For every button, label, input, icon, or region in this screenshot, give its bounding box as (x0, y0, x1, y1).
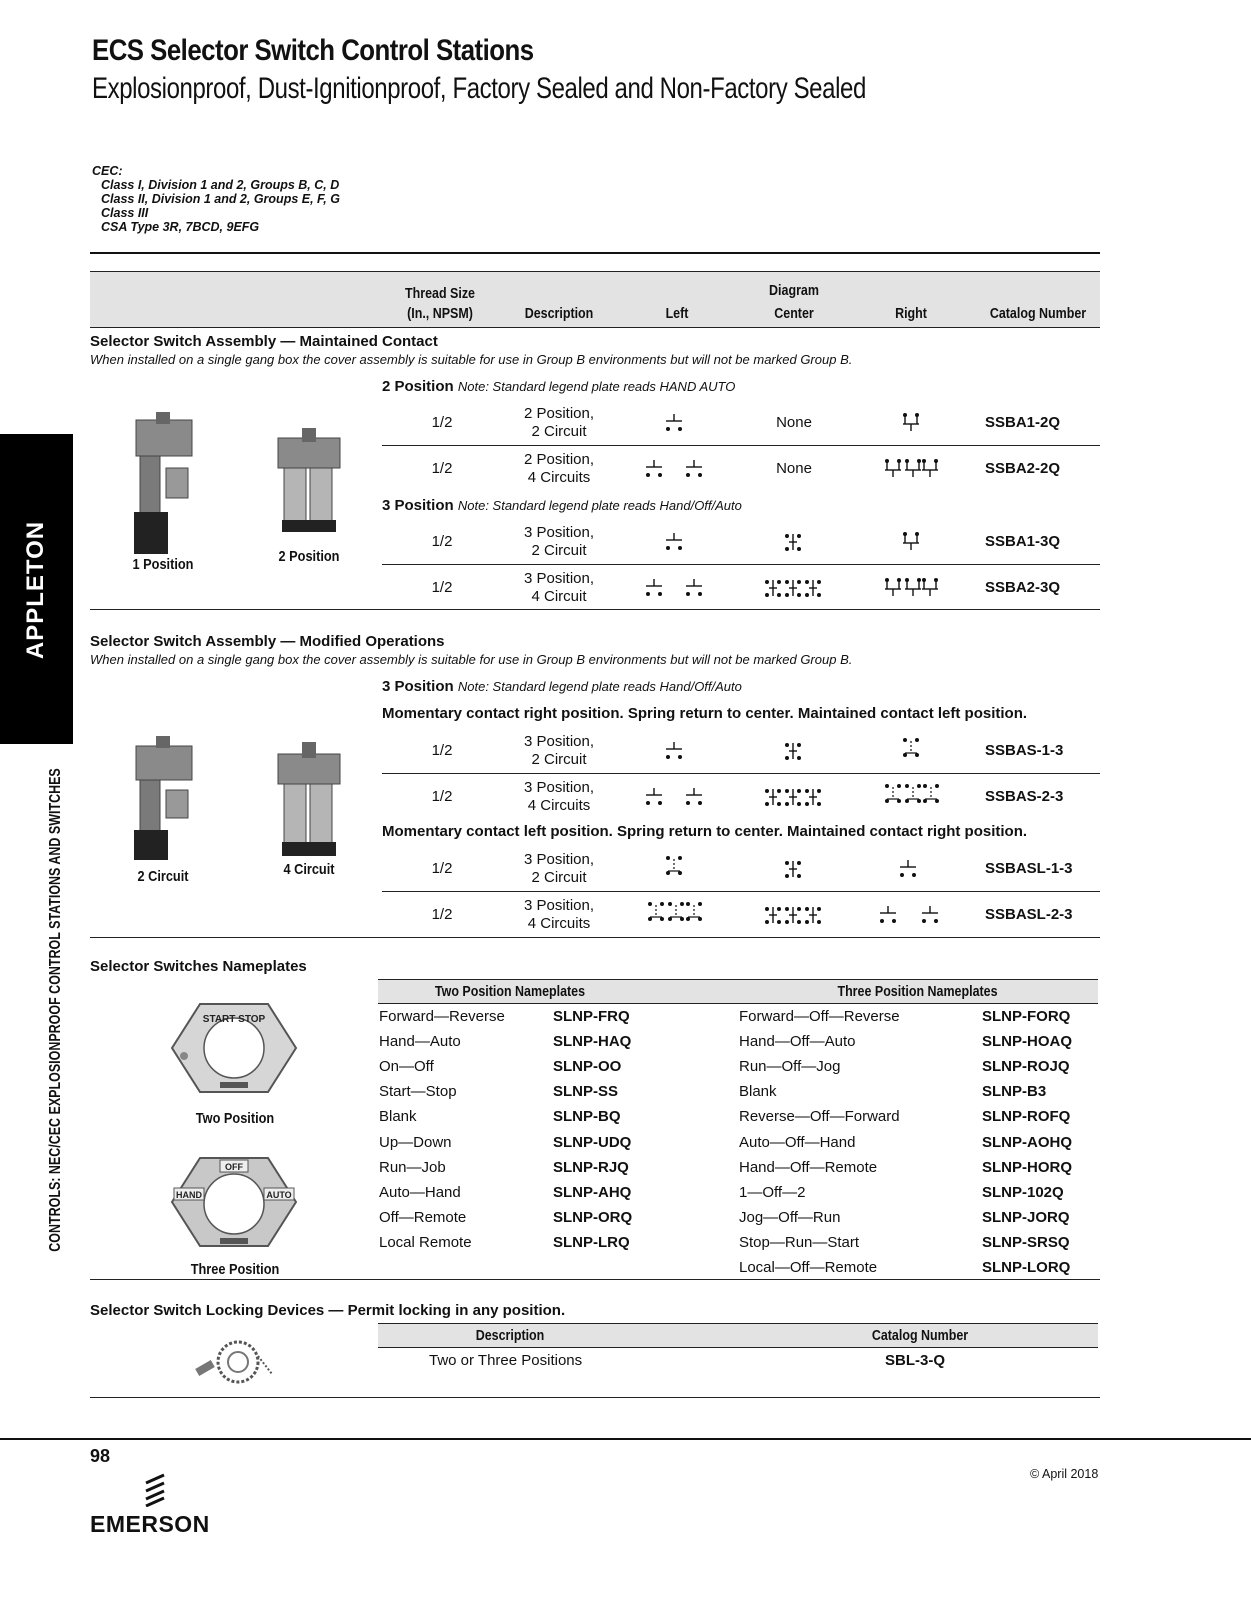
header-diagram: Diagram (769, 283, 819, 299)
nameplate-name: Local Remote (379, 1233, 472, 1251)
diagram-right (900, 859, 918, 879)
nameplate-catalog-number: SLNP-OO (553, 1058, 622, 1076)
switch-photo-1-position (120, 412, 210, 560)
photo-caption: 2 Position (278, 548, 340, 565)
nameplate-name: Forward—Off—Reverse (739, 1008, 900, 1025)
description-line: 3 Position, (523, 851, 595, 868)
section-divider (90, 1279, 1100, 1280)
diagram-right (903, 413, 921, 433)
nameplate-name: Local—Off—Remote (739, 1259, 878, 1276)
diagram-center (785, 741, 803, 761)
nameplate-catalog-number: SLNP-SS (553, 1083, 619, 1101)
divider (378, 979, 1098, 980)
nameplate-name: Off—Remote (379, 1208, 467, 1226)
diagram-right (885, 578, 939, 598)
position-heading (382, 678, 742, 695)
catalog-number: SSBASL-1-3 (985, 860, 1073, 877)
catalog-number: SSBA2-3Q (985, 579, 1061, 596)
cec-line: Class I, Division 1 and 2, Groups B, C, D (101, 178, 340, 192)
diagram-center (785, 859, 803, 879)
emerson-logo: EMERSON (90, 1511, 210, 1537)
description-cell (500, 451, 618, 487)
cec-line: CSA Type 3R, 7BCD, 9EFG (101, 220, 260, 234)
diagram-left (666, 741, 684, 761)
nameplate-text: START STOP (202, 1014, 266, 1025)
nameplate-name: Hand—Off—Remote (739, 1158, 878, 1176)
description-cell (500, 851, 618, 887)
header-left: Left (665, 306, 689, 322)
photo-caption: 2 Circuit (137, 868, 189, 885)
nameplate-name: Up—Down (379, 1133, 452, 1151)
diagram-right (903, 532, 921, 552)
page-number: 98 (90, 1446, 111, 1466)
header-thread-size-units: (In., NPSM) (407, 306, 473, 322)
copyright: © April 2018 (1030, 1467, 1099, 1481)
emerson-logo-icon (142, 1473, 168, 1507)
description-line: 2 Position, (523, 405, 595, 422)
position-note: Note: Standard legend plate reads Hand/Off/Auto (457, 679, 742, 694)
locking-catalog-number: SBL-3-Q (885, 1352, 945, 1369)
description-cell (500, 524, 618, 560)
header-three-position: Three Position Nameplates (837, 984, 998, 1000)
diagram-right (903, 738, 921, 760)
nameplate-name: Hand—Off—Auto (739, 1033, 856, 1051)
cec-certification (92, 164, 340, 234)
diagram-right (880, 905, 942, 925)
nameplate-name: Reverse—Off—Forward (739, 1108, 900, 1126)
section-divider (90, 609, 1100, 610)
position-label: 2 Position (382, 378, 454, 395)
diagram-left (646, 578, 706, 598)
diagram-right (885, 784, 941, 806)
nameplate-name: Stop—Run—Start (739, 1233, 860, 1251)
locking-description: Two or Three Positions (429, 1352, 583, 1369)
section-divider (90, 1397, 1100, 1398)
nameplate-catalog-number: SLNP-LORQ (982, 1259, 1071, 1276)
nameplate-name: On—Off (379, 1058, 434, 1076)
nameplate-catalog-number: SLNP-JORQ (982, 1208, 1070, 1226)
photo-caption: 4 Circuit (283, 861, 335, 878)
description-cell (500, 733, 618, 769)
nameplate-catalog-number: SLNP-HOAQ (982, 1033, 1072, 1051)
nameplate-catalog-number: SLNP-ROFQ (982, 1108, 1071, 1126)
nameplate-catalog-number: SLNP-B3 (982, 1083, 1047, 1101)
diagram-center-none: None (776, 414, 812, 431)
divider (90, 327, 1100, 328)
thread-size-cell: 1/2 (431, 579, 453, 596)
description-cell (500, 570, 618, 606)
description-line: 2 Position, (523, 451, 595, 468)
nameplate-name: Auto—Hand (379, 1183, 461, 1201)
header-description: Description (524, 306, 594, 322)
nameplate-name: Jog—Off—Run (739, 1208, 841, 1226)
nameplate-name: Hand—Auto (379, 1033, 461, 1051)
description-line: 3 Position, (523, 524, 595, 541)
footer-divider (0, 1438, 1251, 1440)
cec-line: Class II, Division 1 and 2, Groups E, F, G (101, 192, 340, 206)
description-line: 3 Position, (523, 570, 595, 587)
description-cell (500, 897, 618, 933)
nameplate-text-left: HAND (176, 1190, 202, 1200)
cec-label: CEC: (92, 164, 123, 178)
header-catalog-number: Catalog Number (989, 306, 1087, 322)
nameplate-photo-two-position (170, 1002, 298, 1094)
thread-size-cell: 1/2 (431, 906, 453, 923)
description-line: 4 Circuits (527, 797, 591, 814)
position-note: Note: Standard legend plate reads HAND AUTO (457, 379, 736, 394)
diagram-left (648, 902, 706, 924)
diagram-center (765, 578, 825, 598)
nameplate-name: Blank (739, 1083, 777, 1101)
divider (378, 1347, 1098, 1348)
page-title: ECS Selector Switch Control Stations (92, 34, 534, 67)
row-divider (382, 891, 1100, 892)
description-line: 3 Position, (523, 733, 595, 750)
group-heading: Momentary contact left position. Spring return to center. Maintained contact right position. (382, 823, 1028, 840)
nameplate-text-right: AUTO (266, 1190, 292, 1200)
photo-caption: Two Position (195, 1110, 275, 1127)
nameplate-catalog-number: SLNP-RJQ (553, 1158, 629, 1176)
catalog-number: SSBAS-1-3 (985, 742, 1064, 759)
section-note: When installed on a single gang box the cover assembly is suitable for use in Group B environments but will not be marked Group B. (90, 652, 853, 667)
nameplate-name: Run—Off—Jog (739, 1058, 841, 1076)
divider (90, 252, 1100, 254)
catalog-number: SSBA1-3Q (985, 533, 1061, 550)
nameplate-name: Start—Stop (379, 1083, 457, 1101)
divider (90, 271, 1100, 272)
nameplate-text-top: OFF (225, 1162, 243, 1172)
diagram-left (666, 532, 684, 552)
section-note: When installed on a single gang box the cover assembly is suitable for use in Group B environments but will not be marked Group B. (90, 352, 853, 367)
description-line: 3 Position, (523, 897, 595, 914)
nameplate-name: Auto—Off—Hand (739, 1133, 856, 1151)
group-heading: Momentary contact right position. Spring return to center. Maintained contact left position. (382, 705, 1028, 722)
catalog-number: SSBA1-2Q (985, 414, 1061, 431)
nameplate-name: Run—Job (379, 1158, 446, 1176)
thread-size-cell: 1/2 (431, 788, 453, 805)
header-catalog-number: Catalog Number (871, 1328, 969, 1344)
row-divider (382, 445, 1100, 446)
nameplate-catalog-number: SLNP-AHQ (553, 1183, 632, 1201)
nameplate-name: 1—Off—2 (739, 1183, 806, 1201)
sidebar-section-label: CONTROLS: NEC/CEC EXPLOSIONPROOF CONTROL STATIONS AND SWITCHES (47, 768, 64, 1252)
catalog-number: SSBAS-2-3 (985, 788, 1064, 805)
thread-size-cell: 1/2 (431, 533, 453, 550)
catalog-number: SSBASL-2-3 (985, 906, 1073, 923)
thread-size-cell: 1/2 (431, 742, 453, 759)
section-divider (90, 937, 1100, 938)
nameplate-catalog-number: SLNP-SRSQ (982, 1233, 1070, 1251)
description-cell (500, 779, 618, 815)
section-title: Selector Switch Assembly — Modified Operations (90, 633, 445, 650)
nameplate-catalog-number: SLNP-BQ (553, 1108, 621, 1126)
description-line: 2 Circuit (531, 751, 587, 768)
switch-photo-2-circuit (120, 736, 210, 864)
thread-size-cell: 1/2 (431, 860, 453, 877)
diagram-center (785, 532, 803, 552)
nameplate-catalog-number: SLNP-HAQ (553, 1033, 632, 1051)
header-two-position: Two Position Nameplates (434, 984, 586, 1000)
description-line: 4 Circuits (527, 915, 591, 932)
position-label: 3 Position (382, 678, 454, 695)
nameplate-name: Forward—Reverse (379, 1008, 505, 1025)
switch-photo-4-circuit (270, 742, 350, 860)
cec-line: Class III (101, 206, 149, 220)
diagram-right (885, 459, 939, 479)
nameplate-catalog-number: SLNP-FRQ (553, 1008, 630, 1025)
nameplate-catalog-number: SLNP-LRQ (553, 1233, 630, 1251)
row-divider (382, 773, 1100, 774)
header-thread-size: Thread Size (404, 286, 475, 302)
diagram-left (646, 459, 706, 479)
diagram-left (666, 413, 684, 433)
nameplate-catalog-number: SLNP-102Q (982, 1183, 1064, 1201)
nameplate-catalog-number: SLNP-AOHQ (982, 1133, 1072, 1151)
description-line: 2 Circuit (531, 542, 587, 559)
header-right: Right (895, 306, 927, 322)
nameplate-catalog-number: SLNP-HORQ (982, 1158, 1072, 1176)
header-description: Description (475, 1328, 545, 1344)
divider (378, 1003, 1098, 1004)
description-line: 4 Circuit (531, 588, 587, 605)
switch-photo-2-position (270, 428, 350, 534)
position-heading (382, 497, 742, 514)
nameplate-catalog-number: SLNP-ORQ (553, 1208, 633, 1226)
locking-device-photo (192, 1334, 278, 1392)
nameplate-catalog-number: SLNP-FORQ (982, 1008, 1071, 1025)
nameplate-catalog-number: SLNP-ROJQ (982, 1058, 1070, 1076)
description-line: 3 Position, (523, 779, 595, 796)
section-title: Selector Switch Assembly — Maintained Contact (90, 333, 438, 350)
diagram-left (666, 856, 684, 878)
section-title: Selector Switch Locking Devices — Permit locking in any position. (90, 1302, 566, 1319)
header-center: Center (774, 306, 814, 322)
description-line: 2 Circuit (531, 423, 587, 440)
photo-caption: Three Position (190, 1261, 280, 1278)
divider (378, 1323, 1098, 1324)
catalog-number: SSBA2-2Q (985, 460, 1061, 477)
description-line: 4 Circuits (527, 469, 591, 486)
position-heading (382, 378, 735, 395)
thread-size-cell: 1/2 (431, 414, 453, 431)
description-line: 2 Circuit (531, 869, 587, 886)
page-subtitle: Explosionproof, Dust-Ignitionproof, Factory Sealed and Non-Factory Sealed (92, 72, 866, 105)
position-label: 3 Position (382, 497, 454, 514)
diagram-left (646, 787, 706, 807)
diagram-center-none: None (776, 460, 812, 477)
brand-appleton: APPLETON (22, 520, 49, 660)
section-title: Selector Switches Nameplates (90, 958, 307, 975)
thread-size-cell: 1/2 (431, 460, 453, 477)
diagram-center (765, 905, 825, 925)
position-note: Note: Standard legend plate reads Hand/Off/Auto (457, 498, 742, 513)
row-divider (382, 564, 1100, 565)
nameplate-photo-three-position (170, 1156, 298, 1248)
nameplate-name: Blank (379, 1108, 417, 1126)
nameplate-catalog-number: SLNP-UDQ (553, 1133, 632, 1151)
diagram-center (765, 787, 825, 807)
photo-caption: 1 Position (132, 556, 194, 573)
description-cell (500, 405, 618, 441)
